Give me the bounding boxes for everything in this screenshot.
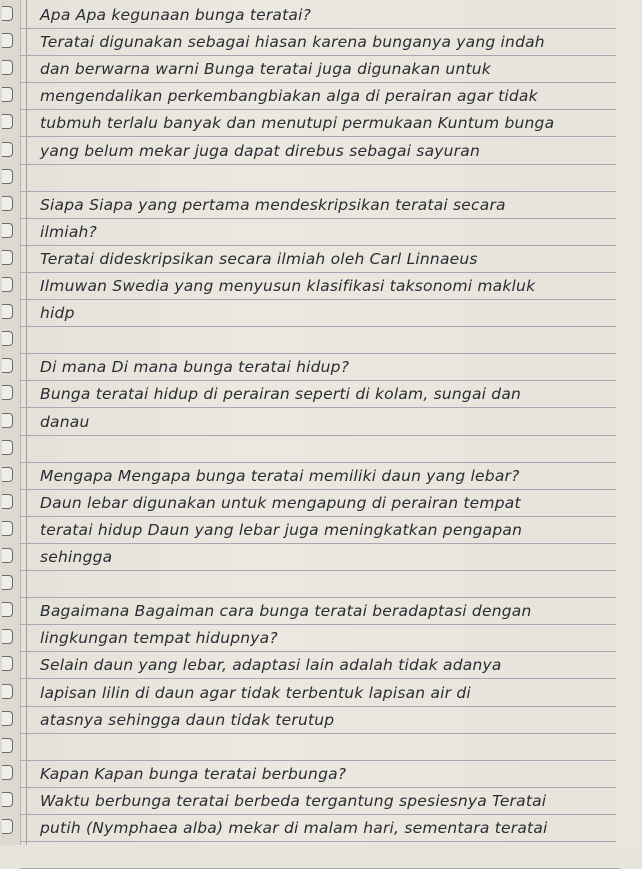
ruled-line [20, 299, 620, 300]
ruled-line [20, 353, 620, 354]
ruled-line [20, 191, 620, 192]
page-edge [616, 0, 642, 845]
binding-ring [2, 142, 13, 157]
binding-ring [2, 169, 13, 184]
text-line: putih (Nymphaea alba) mekar di malam hari, sementara teratai [40, 819, 548, 837]
binding-ring [2, 60, 13, 75]
ruled-line [20, 272, 620, 273]
ruled-line [20, 109, 620, 110]
binding-ring [2, 656, 13, 671]
binding-ring [2, 602, 13, 617]
binding-ring [2, 792, 13, 807]
text-line: Mengapa Mengapa bunga teratai memiliki daun yang lebar? [40, 466, 520, 485]
binding-ring [2, 413, 13, 428]
ruled-line [20, 489, 620, 490]
binding-ring [2, 819, 13, 834]
binding-ring [2, 765, 13, 780]
ruled-line [20, 218, 620, 219]
binding-ring [2, 277, 13, 292]
text-line: teratai hidup Daun yang lebar juga meningkatkan pengapan [40, 520, 523, 539]
text-line: atasnya sehingga daun tidak terutup [40, 710, 335, 729]
ruled-line [20, 733, 620, 734]
binding-ring [2, 711, 13, 726]
binding-ring [2, 629, 13, 644]
text-line: Daun lebar digunakan untuk mengapung di perairan tempat [40, 493, 521, 512]
ruled-line [20, 245, 620, 246]
text-line: mengendalikan perkembangbiakan alga di perairan agar tidak [40, 87, 538, 106]
text-line: tubmuh terlalu banyak dan menutupi permukaan Kuntum bunga [40, 114, 555, 133]
binding-ring [2, 196, 13, 211]
text-line: Waktu berbunga teratai berbeda tergantung spesiesnya Teratai [40, 791, 547, 810]
binding-ring [2, 304, 13, 319]
ruled-line [20, 570, 620, 571]
ruled-line [20, 624, 620, 625]
binding-ring [2, 467, 13, 482]
binding-ring [2, 494, 13, 509]
binding-ring [2, 575, 13, 590]
binding-ring [2, 738, 13, 753]
binding-ring [2, 358, 13, 373]
ruled-line [20, 706, 620, 707]
ruled-line [20, 82, 620, 83]
text-line: Di mana Di mana bunga teratai hidup? [40, 358, 350, 377]
text-line: ilmiah? [40, 222, 97, 241]
binding-ring [2, 250, 13, 265]
spiral-binding [0, 0, 21, 845]
binding-ring [2, 114, 13, 129]
text-line: lingkungan tempat hidupnya? [40, 629, 278, 648]
ruled-line [20, 435, 620, 436]
binding-ring [2, 684, 13, 699]
ruled-line [20, 814, 620, 815]
text-line: Selain daun yang lebar, adaptasi lain adalah tidak adanya [40, 656, 502, 675]
ruled-line [20, 380, 620, 381]
text-line: Siapa Siapa yang pertama mendeskripsikan teratai secara [40, 195, 506, 214]
text-line: hidp [40, 304, 75, 323]
binding-ring [2, 33, 13, 48]
binding-ring [2, 521, 13, 536]
text-line: yang belum mekar juga dapat direbus sebagai sayuran [40, 141, 480, 160]
ruled-line [20, 136, 620, 137]
margin-line [26, 0, 27, 845]
ruled-line [20, 760, 620, 761]
binding-ring [2, 6, 13, 21]
text-line: Ilmuwan Swedia yang menyusun klasifikasi taksonomi makluk [40, 277, 536, 295]
binding-ring [2, 548, 13, 563]
ruled-line [20, 841, 620, 842]
ruled-line [20, 55, 620, 56]
text-line: sehingga [40, 548, 113, 566]
text-line: Teratai dideskripsikan secara ilmiah oleh Carl Linnaeus [40, 249, 478, 268]
ruled-line [20, 516, 620, 517]
binding-ring [2, 440, 13, 455]
binding-ring [2, 331, 13, 346]
text-line: Bunga teratai hidup di perairan seperti di kolam, sungai dan [40, 385, 522, 404]
ruled-line [20, 407, 620, 408]
ruled-line [20, 326, 620, 327]
text-line: danau [40, 412, 90, 431]
ruled-line [20, 543, 620, 544]
ruled-line [20, 651, 620, 652]
ruled-line [20, 597, 620, 598]
binding-ring [2, 223, 13, 238]
text-line: Bagaimana Bagaiman cara bunga teratai beradaptasi dengan [40, 602, 532, 621]
text-line: Kapan Kapan bunga teratai berbunga? [40, 764, 347, 783]
text-line: Apa Apa kegunaan bunga teratai? [40, 6, 312, 24]
ruled-line [20, 787, 620, 788]
ruled-line [20, 678, 620, 679]
binding-ring [2, 385, 13, 400]
text-line: lapisan lilin di daun agar tidak terbentuk lapisan air di [40, 683, 471, 702]
ruled-line [20, 462, 620, 463]
text-line: dan berwarna warni Bunga teratai juga digunakan untuk [40, 60, 491, 79]
ruled-line [20, 28, 620, 29]
binding-ring [2, 87, 13, 102]
ruled-line [20, 164, 620, 165]
text-line: Teratai digunakan sebagai hiasan karena bunganya yang indah [40, 33, 545, 52]
